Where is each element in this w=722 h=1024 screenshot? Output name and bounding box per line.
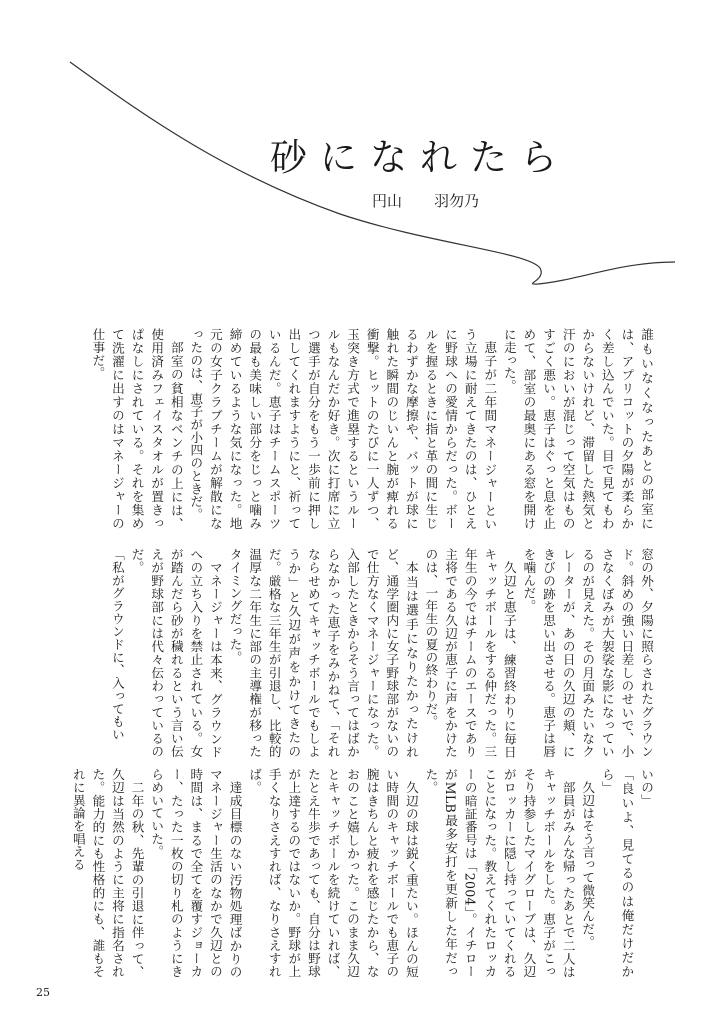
text-block-2	[48, 548, 656, 758]
paragraph: 「良いよ、見てるのは俺だけだから」	[599, 768, 635, 978]
paragraph: いの」	[639, 768, 654, 807]
paragraph: 窓の外、夕陽に照らされたグラウンド。斜めの強い日差しのせいで、小さなくぼみが大袈裟な影になっているのが見えた。その月面みたいなクレーターが、あの日の久辺の頬、にきびの跡を思い出させる。恵子は唇を噛んだ。	[521, 548, 654, 758]
text-block-3	[48, 768, 656, 978]
paragraph: 本当は選手になりたかったけれど、通学圏内に女子野球部がないので仕方なくマネージャーになった。入部したときからそう言ってはばからなかった恵子をみかねて、「それならせめてキャッチボールでもしようか」と久辺が声をかけてきたのだ。厳格な三年生が引退し、比較的温厚な二年生に部の主導権が移ったタイミングだった。	[227, 548, 419, 758]
paragraph: 「私がグラウンドに、入ってもい	[109, 548, 125, 741]
paragraph: 誰もいなくなったあとの部室には、アプリコットの夕陽が柔らかく差し込んでいた。目で見てもわからないけれど、滞留した熱気と汗のにおいが混じって空気はものすごく悪い。恵子はぐっと息を止めて、部室の最奥にある窓を開けに走った。	[501, 328, 654, 530]
author-given-name: 羽勿乃	[434, 192, 480, 210]
paragraph: 久辺の球は鋭く重たい。ほんの短い時間のキャッチボールでも恵子の腕はきちんと疲れを感じたから、なおのこと嬉しかった。このまま久辺とキャッチボールを続けていれば、たとえ牛歩であっても、自分は野球が上達するのではないか。野球が上手くなりさえすれば、なりさえすれば。	[247, 768, 419, 978]
author-family-name: 円山	[372, 192, 403, 210]
paragraph: 部員がみんな帰ったあとで二人はキャッチボールをした。恵子がこっそり持参したマイグローブは、久辺がロッカーに隠し持っていてくれることになった。教えてくれたロッカーの暗証番号は「2004」。イチローがMLB最多安打を更新した年だった。	[423, 768, 576, 978]
author-byline	[372, 190, 479, 212]
paragraph: 久辺はそう言って微笑んだ。	[580, 780, 596, 948]
paragraph: マネージャーは本来、グラウンドへの立ち入りを禁止されている。女が踏んだら砂が穢れるという言い伝えが野球部には代々伝わっているのだ。	[129, 548, 223, 758]
page-number: 25	[36, 986, 50, 999]
page-title: 砂になれたら	[270, 135, 570, 179]
text-block-1	[48, 328, 656, 530]
paragraph: 恵子が二年間マネージャーという立場に耐えてきたのは、ひとえに野球への愛情からだった。ボールを握るときに指と革の間に生じるわずかな摩擦や、バットが球に触れた瞬間のじいんと腕が痺れる衝撃。ヒットのたびに一人ずつ、玉突き方式で進塁するというルールもなんだか好き。次に打席に立つ選手が自分をもう一歩前に押し出してくれますようにと、祈っているんだ。恵子はチームスポーツの最も美味しい部分をじっと噛み締めているような気になった。地元の女子クラブチームが解散になったのは、恵子が小四のときだ。	[188, 328, 498, 530]
paragraph: 久辺と恵子は、練習終わりに毎日キャッチボールをする仲だった。三年生の今ではチームのエースであり主将である久辺が恵子に声をかけたのは、一年生の夏の終わりだ。	[423, 548, 517, 758]
paragraph: 達成目標のない汚物処理ばかりのマネージャー生活のなかで久辺との時間は、まるで全てを覆すジョーカー、たった一枚の切り札のようにきらめいていた。	[149, 768, 243, 978]
paragraph: 部室の貧相なベンチの上には、使用済みフェイスタオルが置きっぱなしにされている。それを集めて洗濯に出すのはマネージャーの仕事だ。	[90, 328, 184, 530]
paragraph: 二年の秋、先輩の引退に伴って、久辺は当然のように主将に指名された。能力的にも性格的にも、誰もそれに異論を唱える	[70, 768, 145, 978]
